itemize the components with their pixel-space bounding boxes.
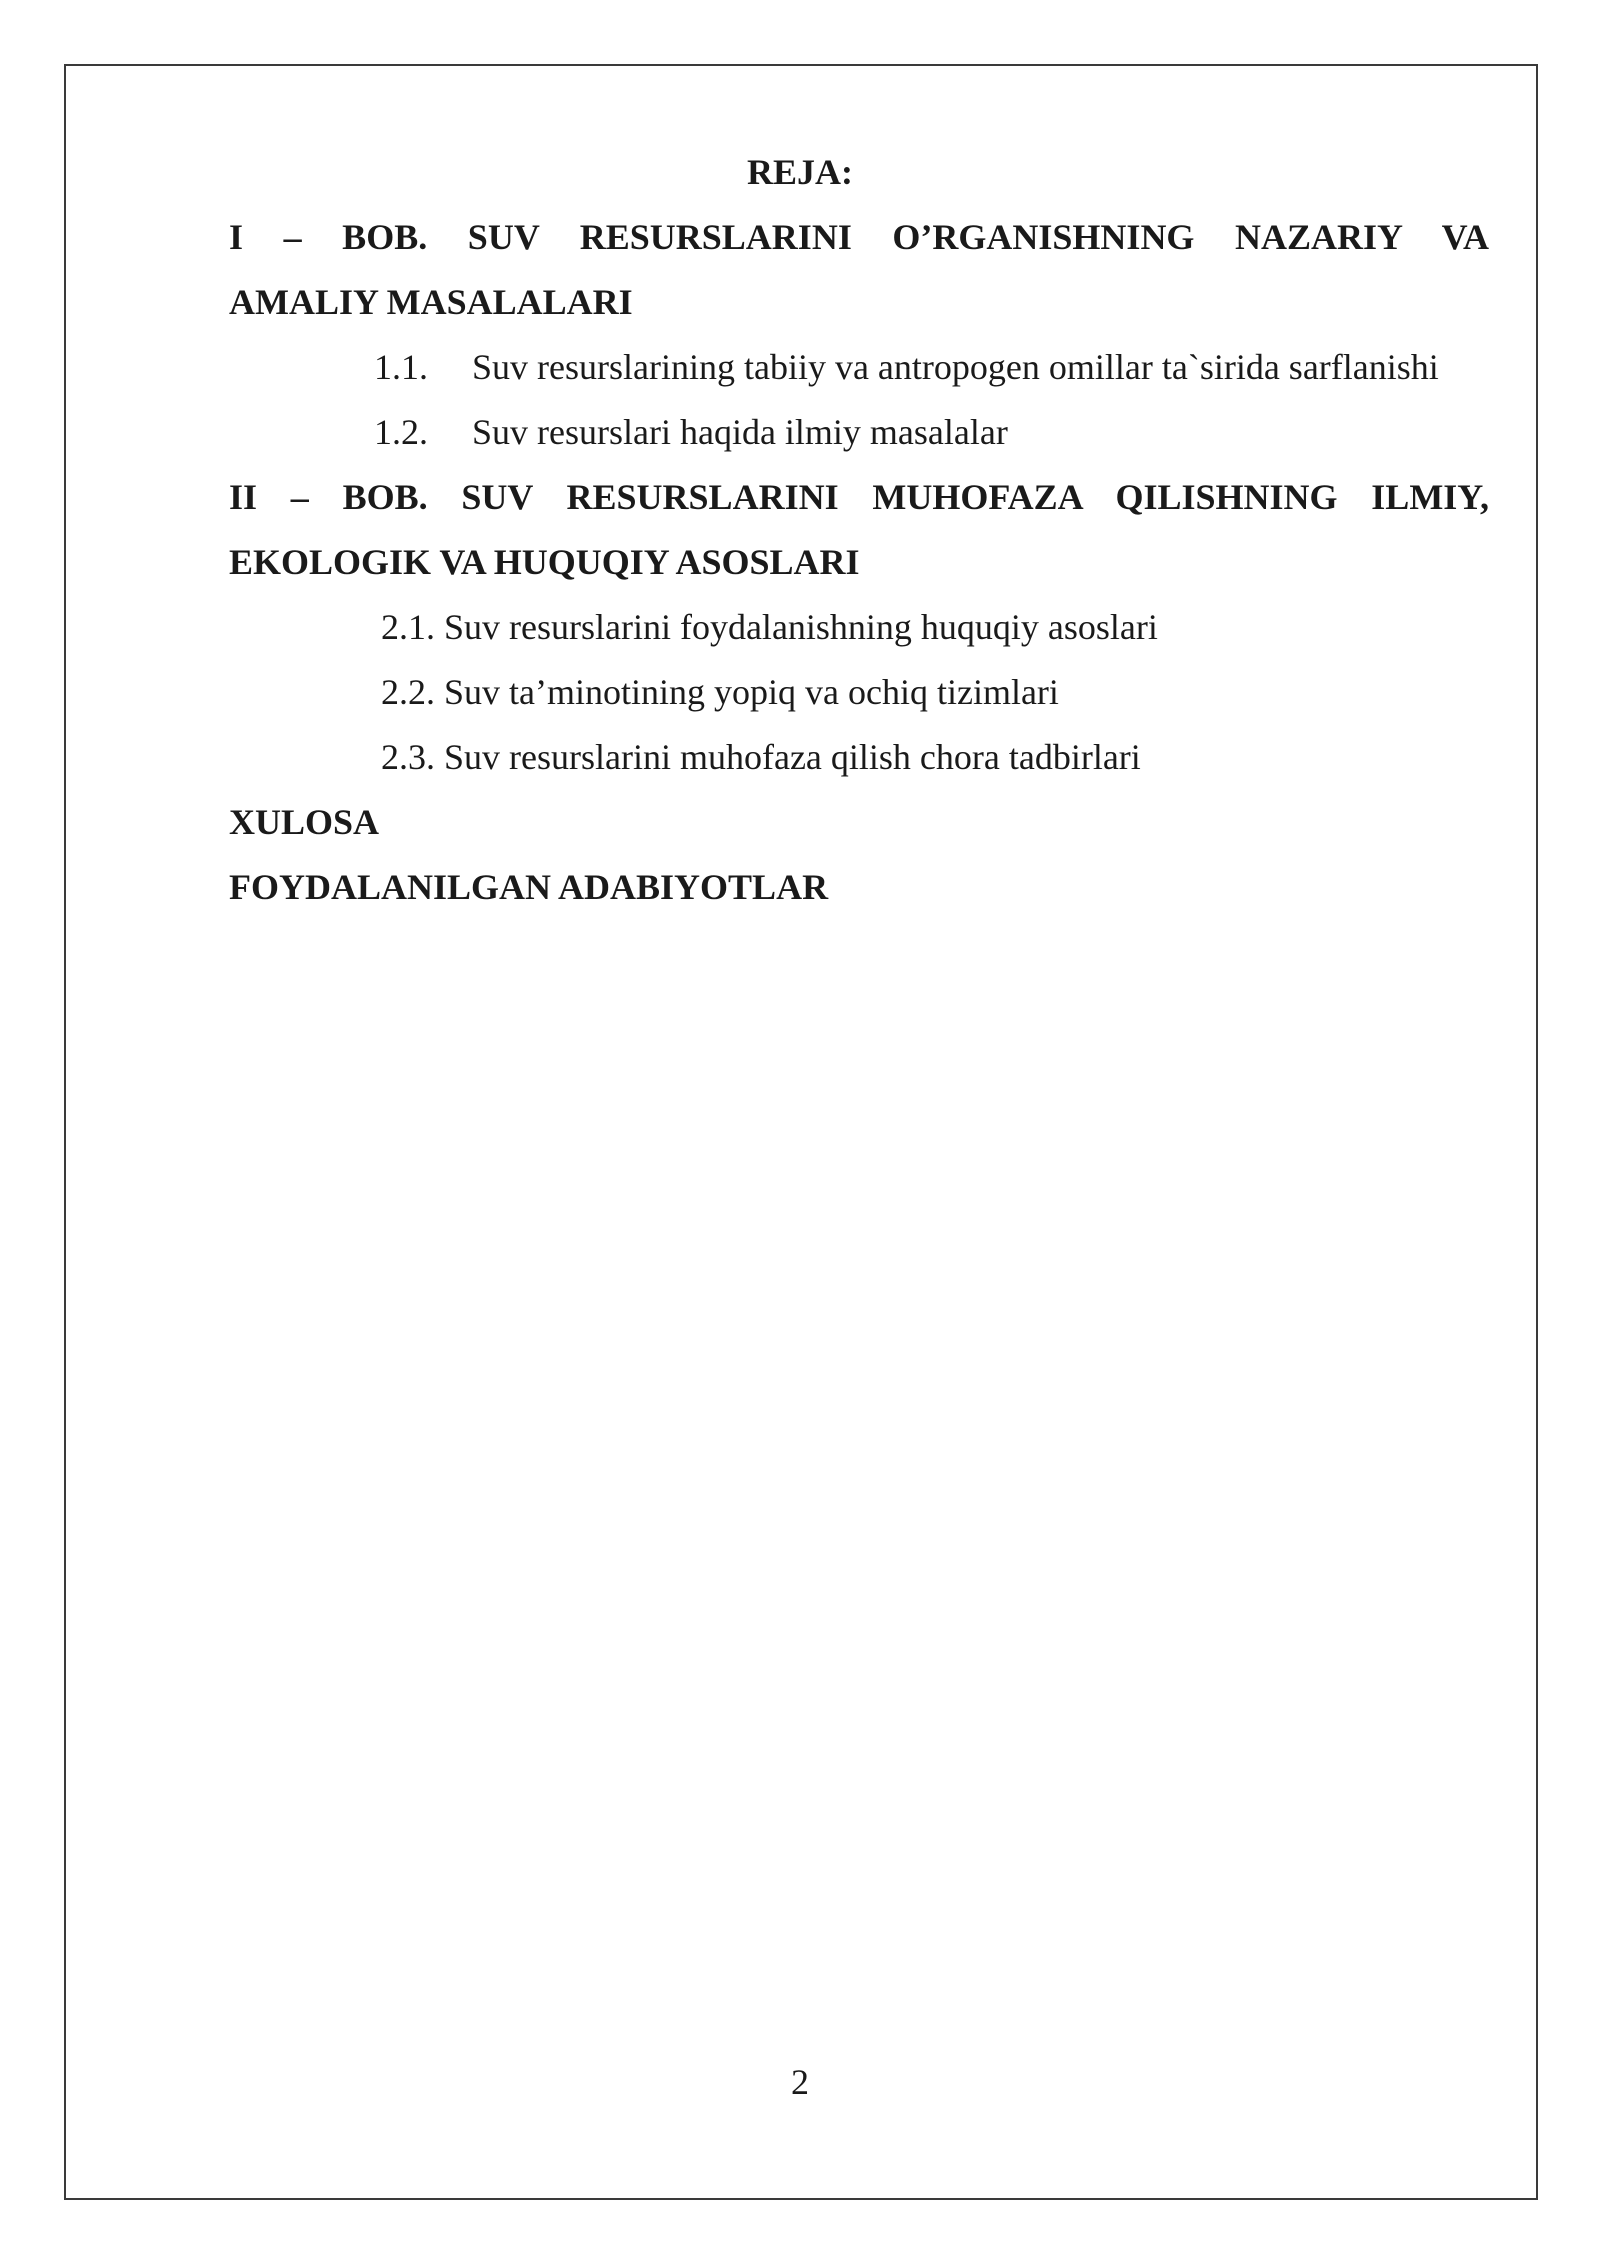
section-2-2: 2.2. Suv ta’minotining yopiq va ochiq tizimlari xyxy=(381,672,1059,712)
section-number: 1.1. xyxy=(374,347,428,387)
table-of-contents xyxy=(229,140,1489,920)
section-1-1 xyxy=(229,335,1489,400)
section-text: Suv resurslari haqida ilmiy masalalar xyxy=(472,412,1008,452)
chapter-2-heading-line-1: II – BOB. SUV RESURSLARINI MUHOFAZA QILISHNING ILMIY, xyxy=(229,477,1489,517)
conclusion-heading: XULOSA xyxy=(229,802,380,842)
section-1-2 xyxy=(229,400,1489,465)
page-number: 2 xyxy=(791,2062,809,2102)
section-2-3: 2.3. Suv resurslarini muhofaza qilish chora tadbirlari xyxy=(381,737,1141,777)
chapter-2-heading-line-2: EKOLOGIK VA HUQUQIY ASOSLARI xyxy=(229,542,860,582)
section-text: Suv resurslarining tabiiy va antropogen omillar ta`sirida sarflanishi xyxy=(472,347,1439,387)
section-2-1: 2.1. Suv resurslarini foydalanishning huquqiy asoslari xyxy=(381,607,1158,647)
chapter-2-heading xyxy=(229,465,1489,595)
chapter-1-heading-line-2: AMALIY MASALALARI xyxy=(229,282,633,322)
chapter-1-heading xyxy=(229,205,1489,335)
toc-title: REJA: xyxy=(747,152,853,192)
references-heading: FOYDALANILGAN ADABIYOTLAR xyxy=(229,867,829,907)
chapter-1-heading-line-1: I – BOB. SUV RESURSLARINI O’RGANISHNING NAZARIY VA xyxy=(229,217,1489,257)
section-number: 1.2. xyxy=(374,412,428,452)
